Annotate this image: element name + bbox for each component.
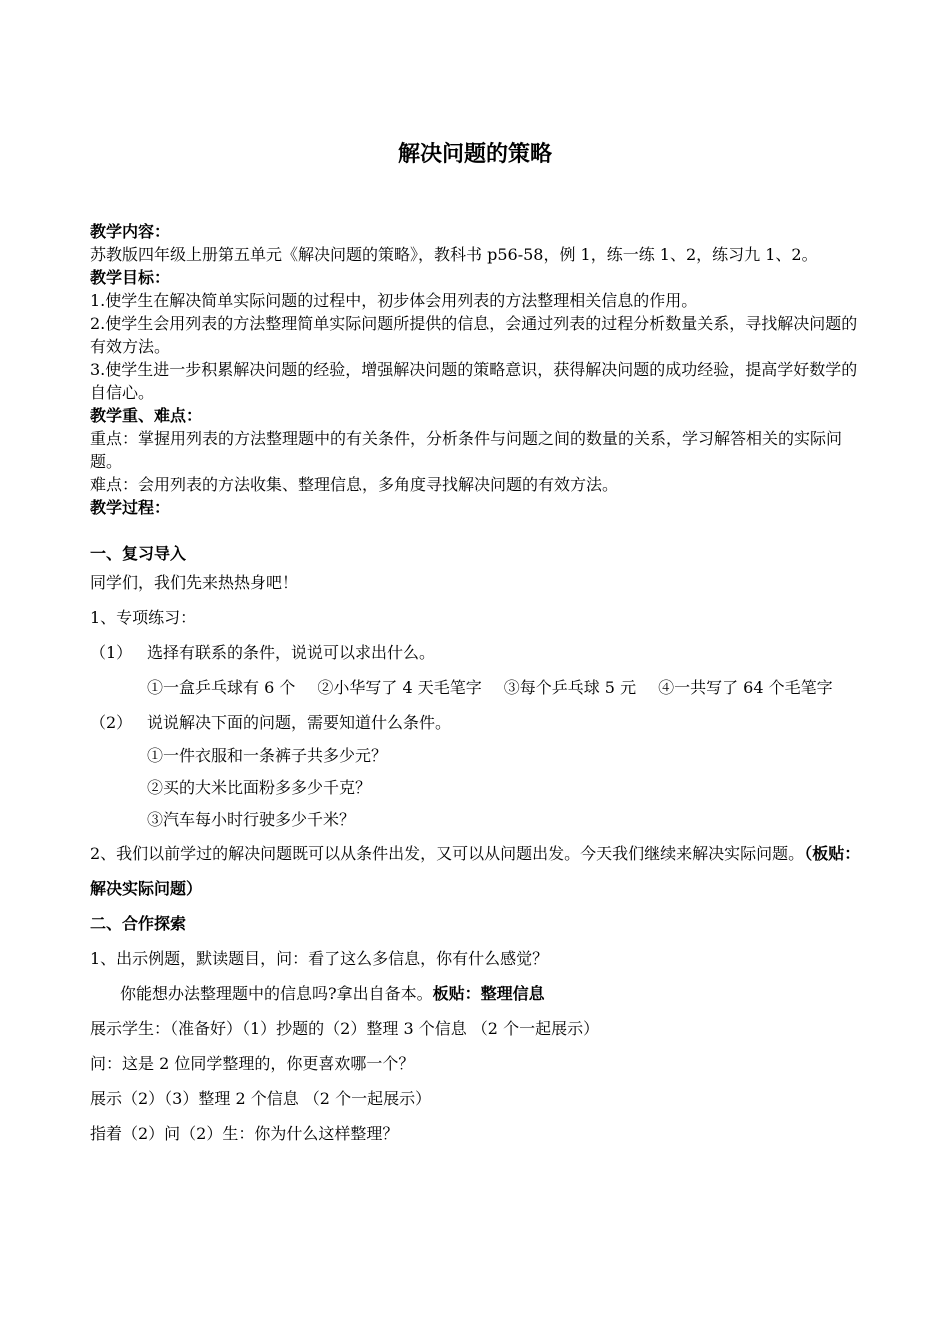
sub-question-2-text: 说说解决下面的问题，需要知道什么条件。: [147, 713, 452, 732]
section-heading-process: 教学过程：: [90, 498, 171, 517]
goal-2: 2.使学生会用列表的方法整理简单实际问题所提供的信息，会通过列表的过程分析数量关系，寻找解决问题的有效方法。: [90, 314, 858, 356]
option-4: ④一共写了 64 个毛笔字: [658, 678, 833, 697]
part2-line6: 指着（2）问（2）生：你为什么这样整理？: [90, 1124, 399, 1143]
section-heading-key-points: 教学重、难点：: [90, 406, 203, 425]
sub-question-1-options: [90, 670, 870, 705]
sub-question-2-item-2: ②买的大米比面粉多多少千克？: [147, 778, 372, 797]
sub-question-2-number: （2）: [90, 713, 133, 732]
document-title: 解决问题的策略: [397, 142, 552, 167]
key-point: 重点：掌握用列表的方法整理题中的有关条件，分析条件与问题之间的数量的关系，学习解答相关的实际问题。: [90, 429, 843, 471]
part2-line5: 展示（2）（3）整理 2 个信息 （2 个一起展示）: [90, 1089, 432, 1108]
sub-question-2-item-3: ③汽车每小时行驶多少千米？: [147, 810, 356, 829]
part1-item1: 1、专项练习：: [90, 608, 197, 627]
goal-1: 1.使学生在解决简单实际问题的过程中，初步体会用列表的方法整理相关信息的作用。: [90, 291, 698, 310]
part2-line1: 1、出示例题，默读题目，问：看了这么多信息，你有什么感觉？: [90, 949, 549, 968]
option-2: ②小华写了 4 天毛笔字: [317, 678, 482, 697]
part1-item2-text: 2、我们以前学过的解决问题既可以从条件出发，又可以从问题出发。今天我们继续来解决实际问题。: [90, 844, 805, 863]
part1-intro: 同学们，我们先来热热身吧！: [90, 573, 299, 592]
section-heading-content: 教学内容：: [90, 222, 171, 241]
part1-item2: [90, 836, 870, 906]
sub-question-1-text: 选择有联系的条件，说说可以求出什么。: [147, 643, 436, 662]
sub-question-1-number: （1）: [90, 643, 133, 662]
sub-question-2: [90, 705, 870, 740]
spacer: [90, 519, 870, 542]
part2-line2: [90, 976, 870, 1011]
option-3: ③每个乒乓球 5 元: [503, 678, 637, 697]
section-heading-goals: 教学目标：: [90, 268, 171, 287]
document-body: [90, 220, 870, 1151]
board-note-1: （板贴：解决实际问题）: [90, 844, 861, 898]
part1-heading: 一、复习导入: [90, 544, 187, 563]
content-text: 苏教版四年级上册第五单元《解决问题的策略》，教科书 p56-58，例 1，练一练 1、2，练习九 1、2。: [90, 245, 818, 264]
part2-line3: 展示学生：（准备好）（1）抄题的（2）整理 3 个信息 （2 个一起展示）: [90, 1019, 600, 1038]
goal-3: 3.使学生进一步积累解决问题的经验，增强解决问题的策略意识，获得解决问题的成功经验，提高学好数学的自信心。: [90, 360, 858, 402]
part2-heading: 二、合作探索: [90, 914, 187, 933]
sub-question-2-item-1: ①一件衣服和一条裤子共多少元？: [147, 746, 388, 765]
difficult-point: 难点：会用列表的方法收集、整理信息，多角度寻找解决问题的有效方法。: [90, 475, 619, 494]
option-1: ①一盒乒乓球有 6 个: [147, 678, 296, 697]
part2-line2-text: 你能想办法整理题中的信息吗?拿出自备本。: [120, 984, 433, 1003]
part2-line4: 问：这是 2 位同学整理的，你更喜欢哪一个？: [90, 1054, 415, 1073]
sub-question-1: [90, 635, 870, 670]
board-note-2: 板贴：整理信息: [432, 984, 545, 1003]
